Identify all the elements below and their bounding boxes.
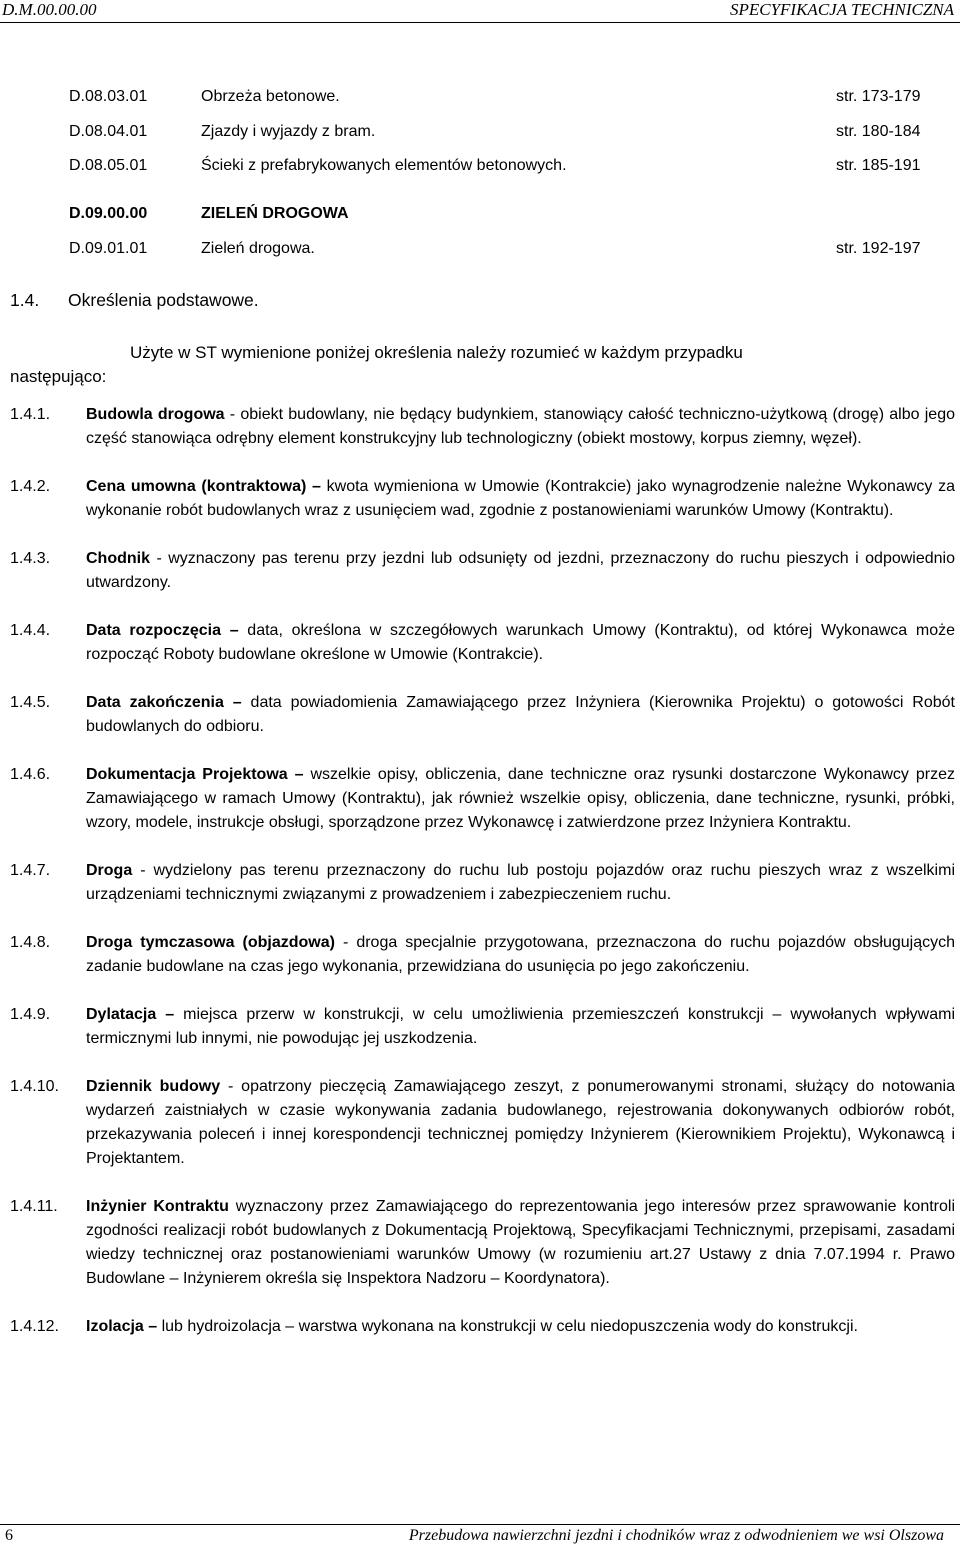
- definition-number: 1.4.11.: [10, 1198, 58, 1215]
- toc-code: D.08.04.01: [69, 123, 148, 140]
- definition-text: - opatrzony pieczęcią Zamawiającego zeszyt, z ponumerowanymi stronami, służący do notowania wydarzeń zaistniałych w czasie wykonywania zadania budowlanego, rejestrowania dokonywanych odbiorów robót, przekazywania poleceń i innej korespondencji technicznej pomiędzy Inżynierem (Kierownikiem Projektu), Wykonawcą i Projektantem.: [86, 1078, 956, 1167]
- definition-term: Dziennik budowy: [86, 1078, 221, 1095]
- definition-number: 1.4.8.: [10, 934, 51, 951]
- definition-item: [0, 619, 960, 667]
- definition-term: Droga: [86, 862, 133, 879]
- page-footer: [0, 1524, 960, 1549]
- toc-code: D.09.00.00: [69, 205, 148, 222]
- definition-term: Cena umowna (kontraktowa) –: [86, 478, 321, 495]
- toc-title: Obrzeża betonowe.: [201, 88, 340, 105]
- toc-title: Ścieki z prefabrykowanych elementów betonowych.: [201, 157, 567, 174]
- header-doc-code: D.M.00.00.00: [2, 0, 97, 19]
- definition-item: [0, 763, 960, 835]
- definition-number: 1.4.9.: [10, 1006, 51, 1023]
- toc-row: [0, 88, 960, 112]
- header-doc-type: SPECYFIKACJA TECHNICZNA: [729, 0, 954, 19]
- toc-code: D.08.05.01: [69, 157, 148, 174]
- page-header: [0, 0, 960, 23]
- definition-item: [0, 1195, 960, 1291]
- definition-term: Inżynier Kontraktu: [86, 1198, 229, 1215]
- definition-text: - wydzielony pas terenu przeznaczony do ruchu lub postoju pojazdów oraz ruchu pieszych wraz z wszelkimi urządzeniami technicznymi związanymi z prowadzeniem i zabezpieczeniem ruchu.: [86, 862, 955, 903]
- definition-item: [0, 691, 960, 739]
- definition-text: lub hydroizolacja – warstwa wykonana na konstrukcji w celu niedopuszczenia wody do konstrukcji.: [157, 1318, 858, 1335]
- toc-pages: str. 185-191: [836, 157, 921, 174]
- definition-text: miejsca przerw w konstrukcji, w celu umożliwienia przemieszczeń konstrukcji – wywołanych wpływami termicznymi lub innymi, nie powodując jej uszkodzenia.: [86, 1006, 956, 1047]
- definition-term: Data zakończenia –: [86, 694, 242, 711]
- toc-title: ZIELEŃ DROGOWA: [201, 205, 349, 222]
- definition-number: 1.4.6.: [10, 766, 51, 783]
- toc-code: D.08.03.01: [69, 88, 148, 105]
- definition-term: Chodnik: [86, 550, 150, 567]
- definition-item: [0, 1075, 960, 1171]
- definition-text: data powiadomienia Zamawiającego przez Inżyniera (Kierownika Projektu) o gotowości Robót budowlanych do odbioru.: [86, 694, 955, 735]
- definition-term: Droga tymczasowa (objazdowa): [86, 934, 335, 951]
- section-title: Określenia podstawowe.: [68, 290, 259, 310]
- definition-number: 1.4.5.: [10, 694, 51, 711]
- definition-term: Izolacja –: [86, 1318, 158, 1335]
- definitions-list: [0, 403, 960, 1363]
- definition-term: Dylatacja –: [86, 1006, 175, 1023]
- definition-text: kwota wymieniona w Umowie (Kontrakcie) jako wynagrodzenie należne Wykonawcy za wykonanie robót budowlanych wraz z usunięciem wad, zgodnie z postanowieniami warunków Umowy (Kontraktu).: [86, 478, 955, 519]
- toc-title: Zjazdy i wyjazdy z bram.: [201, 123, 376, 140]
- definition-text: wyznaczony przez Zamawiającego do reprezentowania jego interesów przez sprawowanie kontroli zgodności realizacji robót budowlanych z Dokumentacją Projektową, Specyfikacjami Technicznymi, przepisami, zasadami wiedzy technicznej oraz postanowieniami warunków Umowy (w rozumieniu art.27 Ustawy z dnia 7.07.1994 r. Prawo Budowlane – Inżynierem określa się Inspektora Nadzoru – Koordynatora).: [86, 1198, 955, 1287]
- definition-item: [0, 859, 960, 907]
- intro-paragraph-continuation: następująco:: [10, 367, 107, 386]
- definition-item: [0, 475, 960, 523]
- toc-pages: str. 180-184: [836, 123, 921, 140]
- definition-number: 1.4.4.: [10, 622, 51, 639]
- definition-text: - wyznaczony pas terenu przy jezdni lub odsunięty od jezdni, przeznaczony do ruchu pieszych i odpowiednio utwardzony.: [86, 550, 955, 591]
- definition-text: - obiekt budowlany, nie będący budynkiem, stanowiący całość techniczno-użytkową (drogę) albo jego część stanowiąca odrębny element konstrukcyjny lub technologiczny (obiekt mostowy, korpus ziemny, węzeł).: [86, 406, 955, 447]
- toc-title: Zieleń drogowa.: [201, 240, 315, 257]
- definition-term: Dokumentacja Projektowa –: [86, 766, 304, 783]
- section-number: 1.4.: [10, 290, 40, 310]
- footer-project-title: Przebudowa nawierzchni jezdni i chodników wraz z odwodnieniem we wsi Olszowa: [408, 1527, 944, 1544]
- definition-term: Data rozpoczęcia –: [86, 622, 239, 639]
- definition-term: Budowla drogowa: [86, 406, 225, 423]
- definition-number: 1.4.12.: [10, 1318, 59, 1335]
- toc-row: [0, 123, 960, 147]
- definition-number: 1.4.1.: [10, 406, 51, 423]
- definition-number: 1.4.7.: [10, 862, 51, 879]
- toc-row: [0, 157, 960, 181]
- definition-item: [0, 1315, 960, 1339]
- toc-code: D.09.01.01: [69, 240, 148, 257]
- definition-number: 1.4.3.: [10, 550, 51, 567]
- definition-item: [0, 931, 960, 979]
- definition-text: wszelkie opisy, obliczenia, dane techniczne oraz rysunki dostarczone Wykonawcy przez Zamawiającego w ramach Umowy (Kontraktu), jak również wszelkie opisy, obliczenia, dane techniczne, rysunki, próbki, wzory, modele, instrukcje obsługi, sporządzone przez Wykonawcę i zatwierdzone przez Inżyniera Kontraktu.: [86, 766, 956, 831]
- toc-row: [0, 240, 960, 264]
- definition-item: [0, 403, 960, 451]
- toc-pages: str. 192-197: [836, 240, 921, 257]
- definition-item: [0, 1003, 960, 1051]
- intro-paragraph: Użyte w ST wymienione poniżej określenia należy rozumieć w każdym przypadku: [130, 343, 743, 362]
- toc-pages: str. 173-179: [836, 88, 921, 105]
- definition-number: 1.4.10.: [10, 1078, 59, 1095]
- definition-text: data, określona w szczegółowych warunkach Umowy (Kontraktu), od której Wykonawca może rozpocząć Roboty budowlane określone w Umowie (Kontrakcie).: [86, 622, 955, 663]
- definition-number: 1.4.2.: [10, 478, 51, 495]
- page-number: 6: [5, 1527, 13, 1544]
- toc-row: [0, 205, 960, 229]
- definition-item: [0, 547, 960, 595]
- definition-text: - droga specjalnie przygotowana, przeznaczona do ruchu pojazdów obsługujących zadanie budowlane na czas jego wykonania, przewidziana do usunięcia po jego zakończeniu.: [86, 934, 955, 975]
- section-heading: [10, 290, 259, 311]
